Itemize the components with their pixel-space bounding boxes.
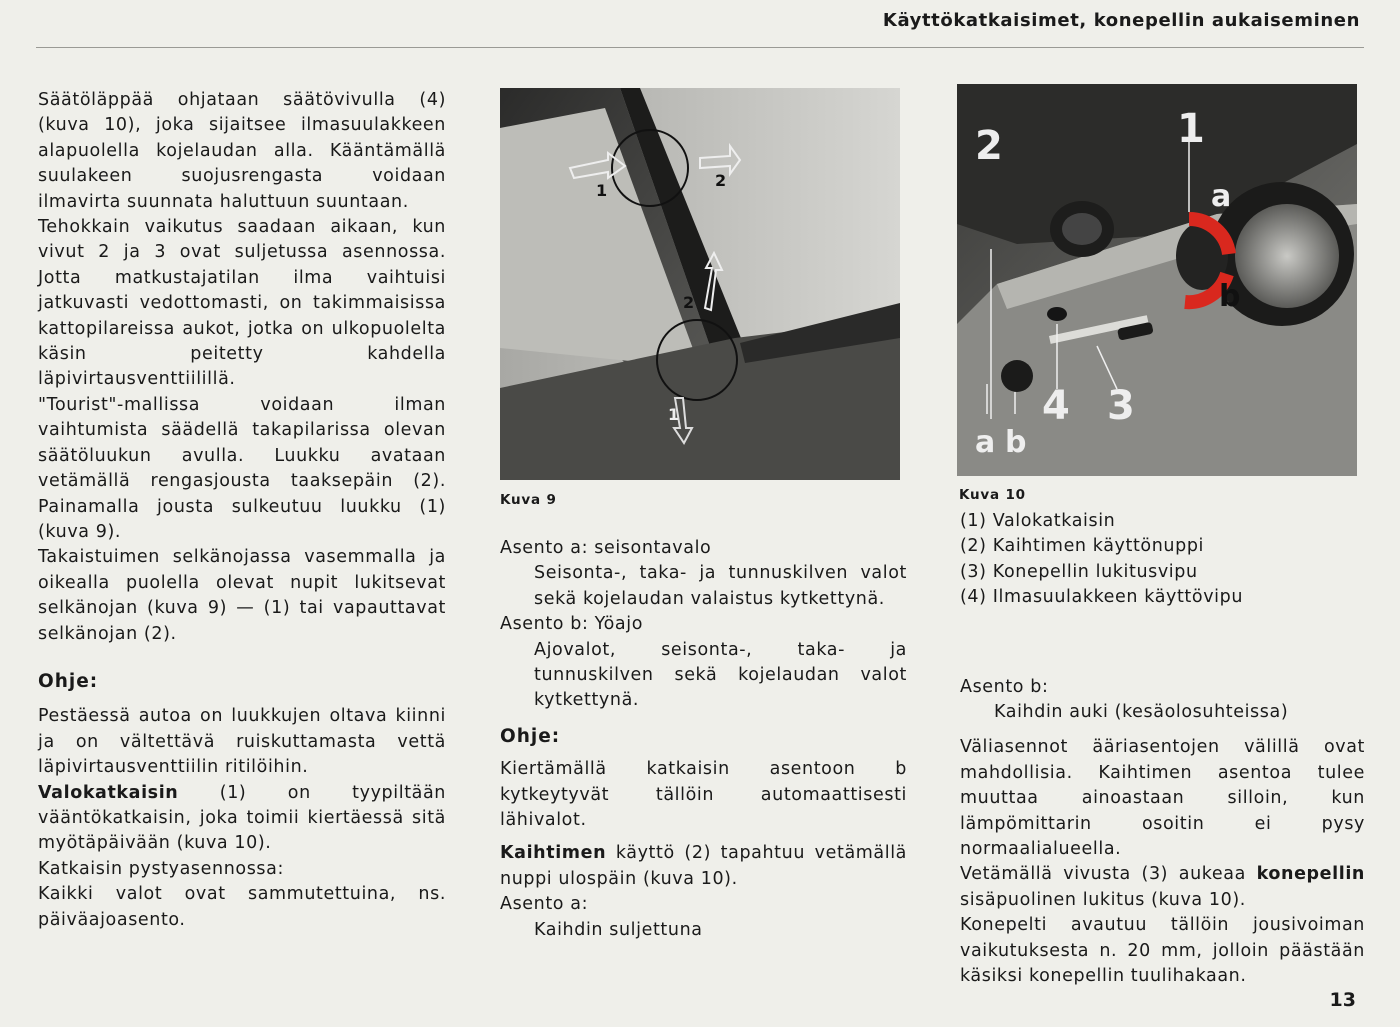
figure-9-photo xyxy=(500,88,900,480)
paragraph-text: Vetämällä vivusta (3) aukeaa xyxy=(960,864,1257,885)
legend-item: (4) Ilmasuulakkeen käyttövipu xyxy=(960,587,1244,608)
fig9-label: 2 xyxy=(715,171,727,190)
paragraph xyxy=(38,781,446,857)
fig9-label: 1 xyxy=(596,181,608,200)
paragraph: Väliasennot ääriasentojen välillä ovat mahdollisia. Kaihtimen asentoa tulee muuttaa ainoastaan silloin, kun lämpömittarin osoitin ei pysy normaalialueella. xyxy=(960,737,1365,860)
paragraph: Kaihdin suljettuna xyxy=(534,919,703,940)
legend-item: (2) Kaihtimen käyttönuppi xyxy=(960,536,1204,557)
paragraph: Konepelti avautuu tällöin jousivoiman vaikutuksesta n. 20 mm, jolloin päästään käsiksi konepellin tuulihakaan. xyxy=(960,915,1365,987)
fig10-label: 4 xyxy=(1042,383,1070,429)
paragraph: Asento a: seisontavalo xyxy=(500,538,712,558)
paragraph: Ajovalot, seisonta-, taka- ja tunnuskilven sekä kojelaudan valot kytkettynä. xyxy=(534,639,907,711)
paragraph: Asento a: xyxy=(500,894,589,915)
section-heading: Ohje: xyxy=(500,725,561,747)
bold-term: konepellin xyxy=(1256,864,1365,885)
fig9-label: 1 xyxy=(668,405,680,424)
figure-10-caption: Kuva 10 xyxy=(959,487,1026,503)
header-rule xyxy=(36,47,1364,48)
fig9-label: 2 xyxy=(683,293,695,312)
section-heading: Ohje: xyxy=(38,670,99,692)
legend-item: (1) Valokatkaisin xyxy=(960,511,1116,531)
fig10-label: 1 xyxy=(1177,106,1205,152)
paragraph: Asento b: Yöajo xyxy=(500,614,644,635)
middle-column xyxy=(500,536,907,943)
paragraph: Kaihdin auki (kesäolosuhteissa) xyxy=(994,702,1289,723)
fig10-label: b xyxy=(1219,279,1241,314)
paragraph: Asento b: xyxy=(960,676,1049,697)
paragraph xyxy=(960,862,1365,913)
page-header: Käyttökatkaisimet, konepellin aukaiseminen xyxy=(882,10,1360,31)
paragraph: "Tourist"-mallissa voidaan ilman vaihtumista säädellä takapilarissa olevan säätöluukun avulla. Luukku avataan vetämällä rengasjousta taaksepäin (2). Painamalla jousta sulkeutuu luukku (1) (kuva 9). xyxy=(38,394,446,542)
bold-term: Valokatkaisin xyxy=(38,782,179,803)
paragraph: Säätöläppää ohjataan säätövivulla (4) (kuva 10), joka sijaitsee ilmasuulakkeen alapuolella kojelaudan alla. Kääntämällä suulakeen suojusrengasta voidaan ilmavirta suunnata haluttuun suuntaan. xyxy=(38,90,446,212)
fig10-label: b xyxy=(1005,425,1027,460)
legend-item: (3) Konepellin lukitusvipu xyxy=(960,561,1198,582)
fig10-label: 3 xyxy=(1107,383,1135,429)
paragraph: Takaistuimen selkänojassa vasemmalla ja oikealla puolella olevat nupit lukitsevat selkänojan (kuva 9) — (1) tai vapauttavat selkänojan (2). xyxy=(38,547,446,644)
bold-term: Kaihtimen xyxy=(500,843,607,864)
paragraph: Tehokkain vaikutus saadaan aikaan, kun vivut 2 ja 3 ovat suljetussa asennossa. Jotta matkustajatilan ilma vaihtuisi jatkuvasti vedottomasti, on takimmaisissa kattopilareissa aukot, jotka on ulkopuolelta käsin peitetty kahdella läpivirtausventtiilillä. xyxy=(38,217,446,390)
paragraph: Kiertämällä katkaisin asentoon b kytkeytyvät tällöin automaattisesti lähivalot. xyxy=(500,759,907,831)
fig10-label: 2 xyxy=(975,123,1003,169)
right-column xyxy=(960,509,1365,990)
page-number: 13 xyxy=(1329,989,1356,1011)
left-column xyxy=(38,88,446,933)
paragraph: Seisonta-, taka- ja tunnuskilven valot sekä kojelaudan valaistus kytkettynä. xyxy=(534,563,907,609)
figure-10-photo xyxy=(957,84,1357,476)
paragraph: Kaikki valot ovat sammutettuina, ns. päiväajoasento. xyxy=(38,884,446,930)
paragraph xyxy=(500,841,907,892)
paragraph: Pestäessä autoa on luukkujen oltava kiinni ja on vältettävä ruiskuttamasta vettä läpivirtausventtiilin ritilöihin. xyxy=(38,706,446,778)
figure-10-illustration xyxy=(957,84,1357,476)
fig10-label: a xyxy=(1211,179,1232,214)
paragraph-text: käyttö (2) tapahtuu vetämällä nuppi ulospäin (kuva 10). xyxy=(500,843,907,889)
figure-9-caption: Kuva 9 xyxy=(500,492,557,508)
paragraph: Katkaisin pystyasennossa: xyxy=(38,858,284,879)
paragraph-text: (1) on tyypiltään vääntökatkaisin, joka toimii kiertäessä sitä myötäpäivään (kuva 10). xyxy=(38,782,446,854)
fig10-label: a xyxy=(975,425,996,460)
paragraph-text: sisäpuolinen lukitus (kuva 10). xyxy=(960,889,1246,910)
figure-9-illustration xyxy=(500,88,900,480)
